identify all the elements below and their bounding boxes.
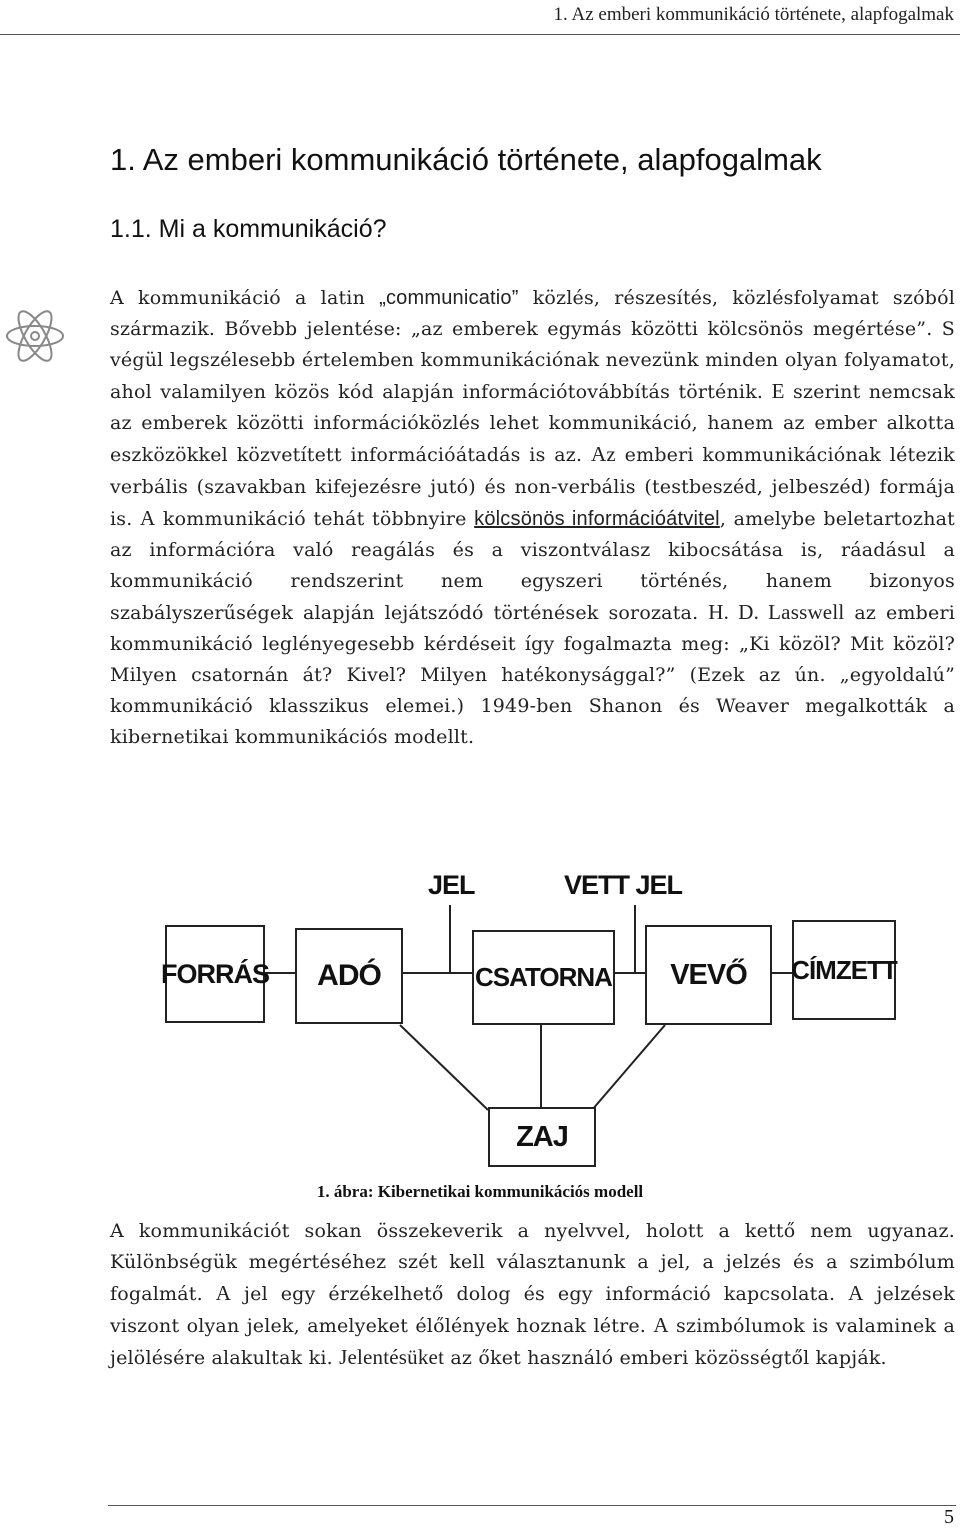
section-title: 1.1. Mi a kommunikáció? — [110, 215, 387, 243]
cybernetic-model-diagram — [160, 860, 900, 1180]
atom-icon — [4, 296, 66, 376]
text-run: emberi kommunikációnak létezik verbális (szavakban kifejezésre jutó) és non-verbális (testbeszéd, jelbeszéd) formája is. — [110, 444, 955, 530]
box-vevo: VEVŐ — [645, 925, 772, 1025]
text-run: A — [653, 1313, 669, 1338]
text-run: szimbólumok is valaminek a jelölésére alakultak ki. — [110, 1315, 955, 1370]
header-rule — [0, 34, 960, 35]
second-paragraph — [110, 1216, 955, 1374]
text-run: Különbségük megértéséhez szét kell választanunk a jel, a jelzés és a szimbólum fogalmát. — [110, 1251, 955, 1306]
page-number: 5 — [944, 1506, 954, 1528]
box-forras: FORRÁS — [165, 925, 265, 1023]
text-run: kommunikáció tehát többnyire — [155, 507, 475, 530]
chapter-title: 1. Az emberi kommunikáció története, alapfogalmak — [110, 142, 822, 177]
label-vett-jel: VETT JEL — [564, 870, 683, 900]
text-run: közlés, részesítés, közlésfolyamat szóból származik. — [110, 287, 955, 341]
text-run: A — [848, 1281, 864, 1306]
text-run: az emberi kommunikáció leglényegesebb kérdéseit így fogalmazta meg: „Ki közöl? Mit közöl? Milyen csatornán át? Kivel? Milyen hatékonysággal?” (Ezek az ún. „egyoldalú” kommunikáció klasszikus elemei.) 1949-ben Shanon és Weaver megalkották a kibernetikai kommunikációs modellt. — [110, 601, 956, 749]
box-cimzett: CÍMZETT — [792, 920, 896, 1020]
text-run: A — [215, 1281, 232, 1306]
text-run: Az — [591, 442, 616, 467]
text-run: az őket használó emberi közösségtől kapják. — [444, 1347, 887, 1370]
term-communicatio: „communicatio” — [379, 287, 519, 309]
text-run: E — [771, 379, 785, 404]
text-run: A — [140, 505, 156, 530]
text-run: A kommunikációt sokan összekeverik a nyelvvel, holott a kettő nem ugyanaz. — [110, 1220, 955, 1242]
intro-paragraph — [110, 283, 955, 753]
text-run: szerint nemcsak az emberek közötti információközlés lehet kommunikáció, hanem az ember alkotta eszközökkel közvetített információátadás is az. — [110, 381, 955, 467]
footer-rule — [108, 1505, 956, 1506]
text-run: jel egy érzékelhető dolog és egy információ kapcsolata. — [231, 1283, 849, 1306]
text-run: jelzések viszont olyan jelek, amelyeket élőlények hoznak létre. — [110, 1283, 955, 1338]
text-run: , amelybe beletartozhat az információra való reagálás és a viszontválasz kibocsátása is, ráadásul a kommunikáció rendszerint nem egyszeri történés, hanem bizonyos szabályszerűségek alapján lejátszódó történések sorozata. — [110, 507, 955, 624]
running-header: 1. Az emberi kommunikáció története, alapfogalmak — [553, 4, 954, 25]
figure-caption: 1. ábra: Kibernetikai kommunikációs modell — [316, 1182, 644, 1201]
author-name: H. D. Lasswell — [708, 599, 845, 624]
box-ado: ADÓ — [295, 928, 403, 1024]
text-run: Bővebb jelentése: „az emberek egymás közötti kölcsönös megértése”. — [224, 318, 933, 341]
box-csatorna: CSATORNA — [472, 930, 615, 1025]
text-run: A kommunikáció a latin — [110, 287, 380, 309]
label-jel: JEL — [428, 870, 475, 900]
text-run: Jelentésüket — [339, 1345, 445, 1370]
term-kolcsonos-informacioatvitel: kölcsönös információátvitel — [474, 507, 720, 530]
text-run: S végül legszélesebb értelemben kommunikációnak nevezünk minden olyan folyamatot, ahol valamilyen közös kód alapján információtovábbítás történik. — [110, 318, 955, 404]
box-zaj: ZAJ — [488, 1107, 596, 1167]
